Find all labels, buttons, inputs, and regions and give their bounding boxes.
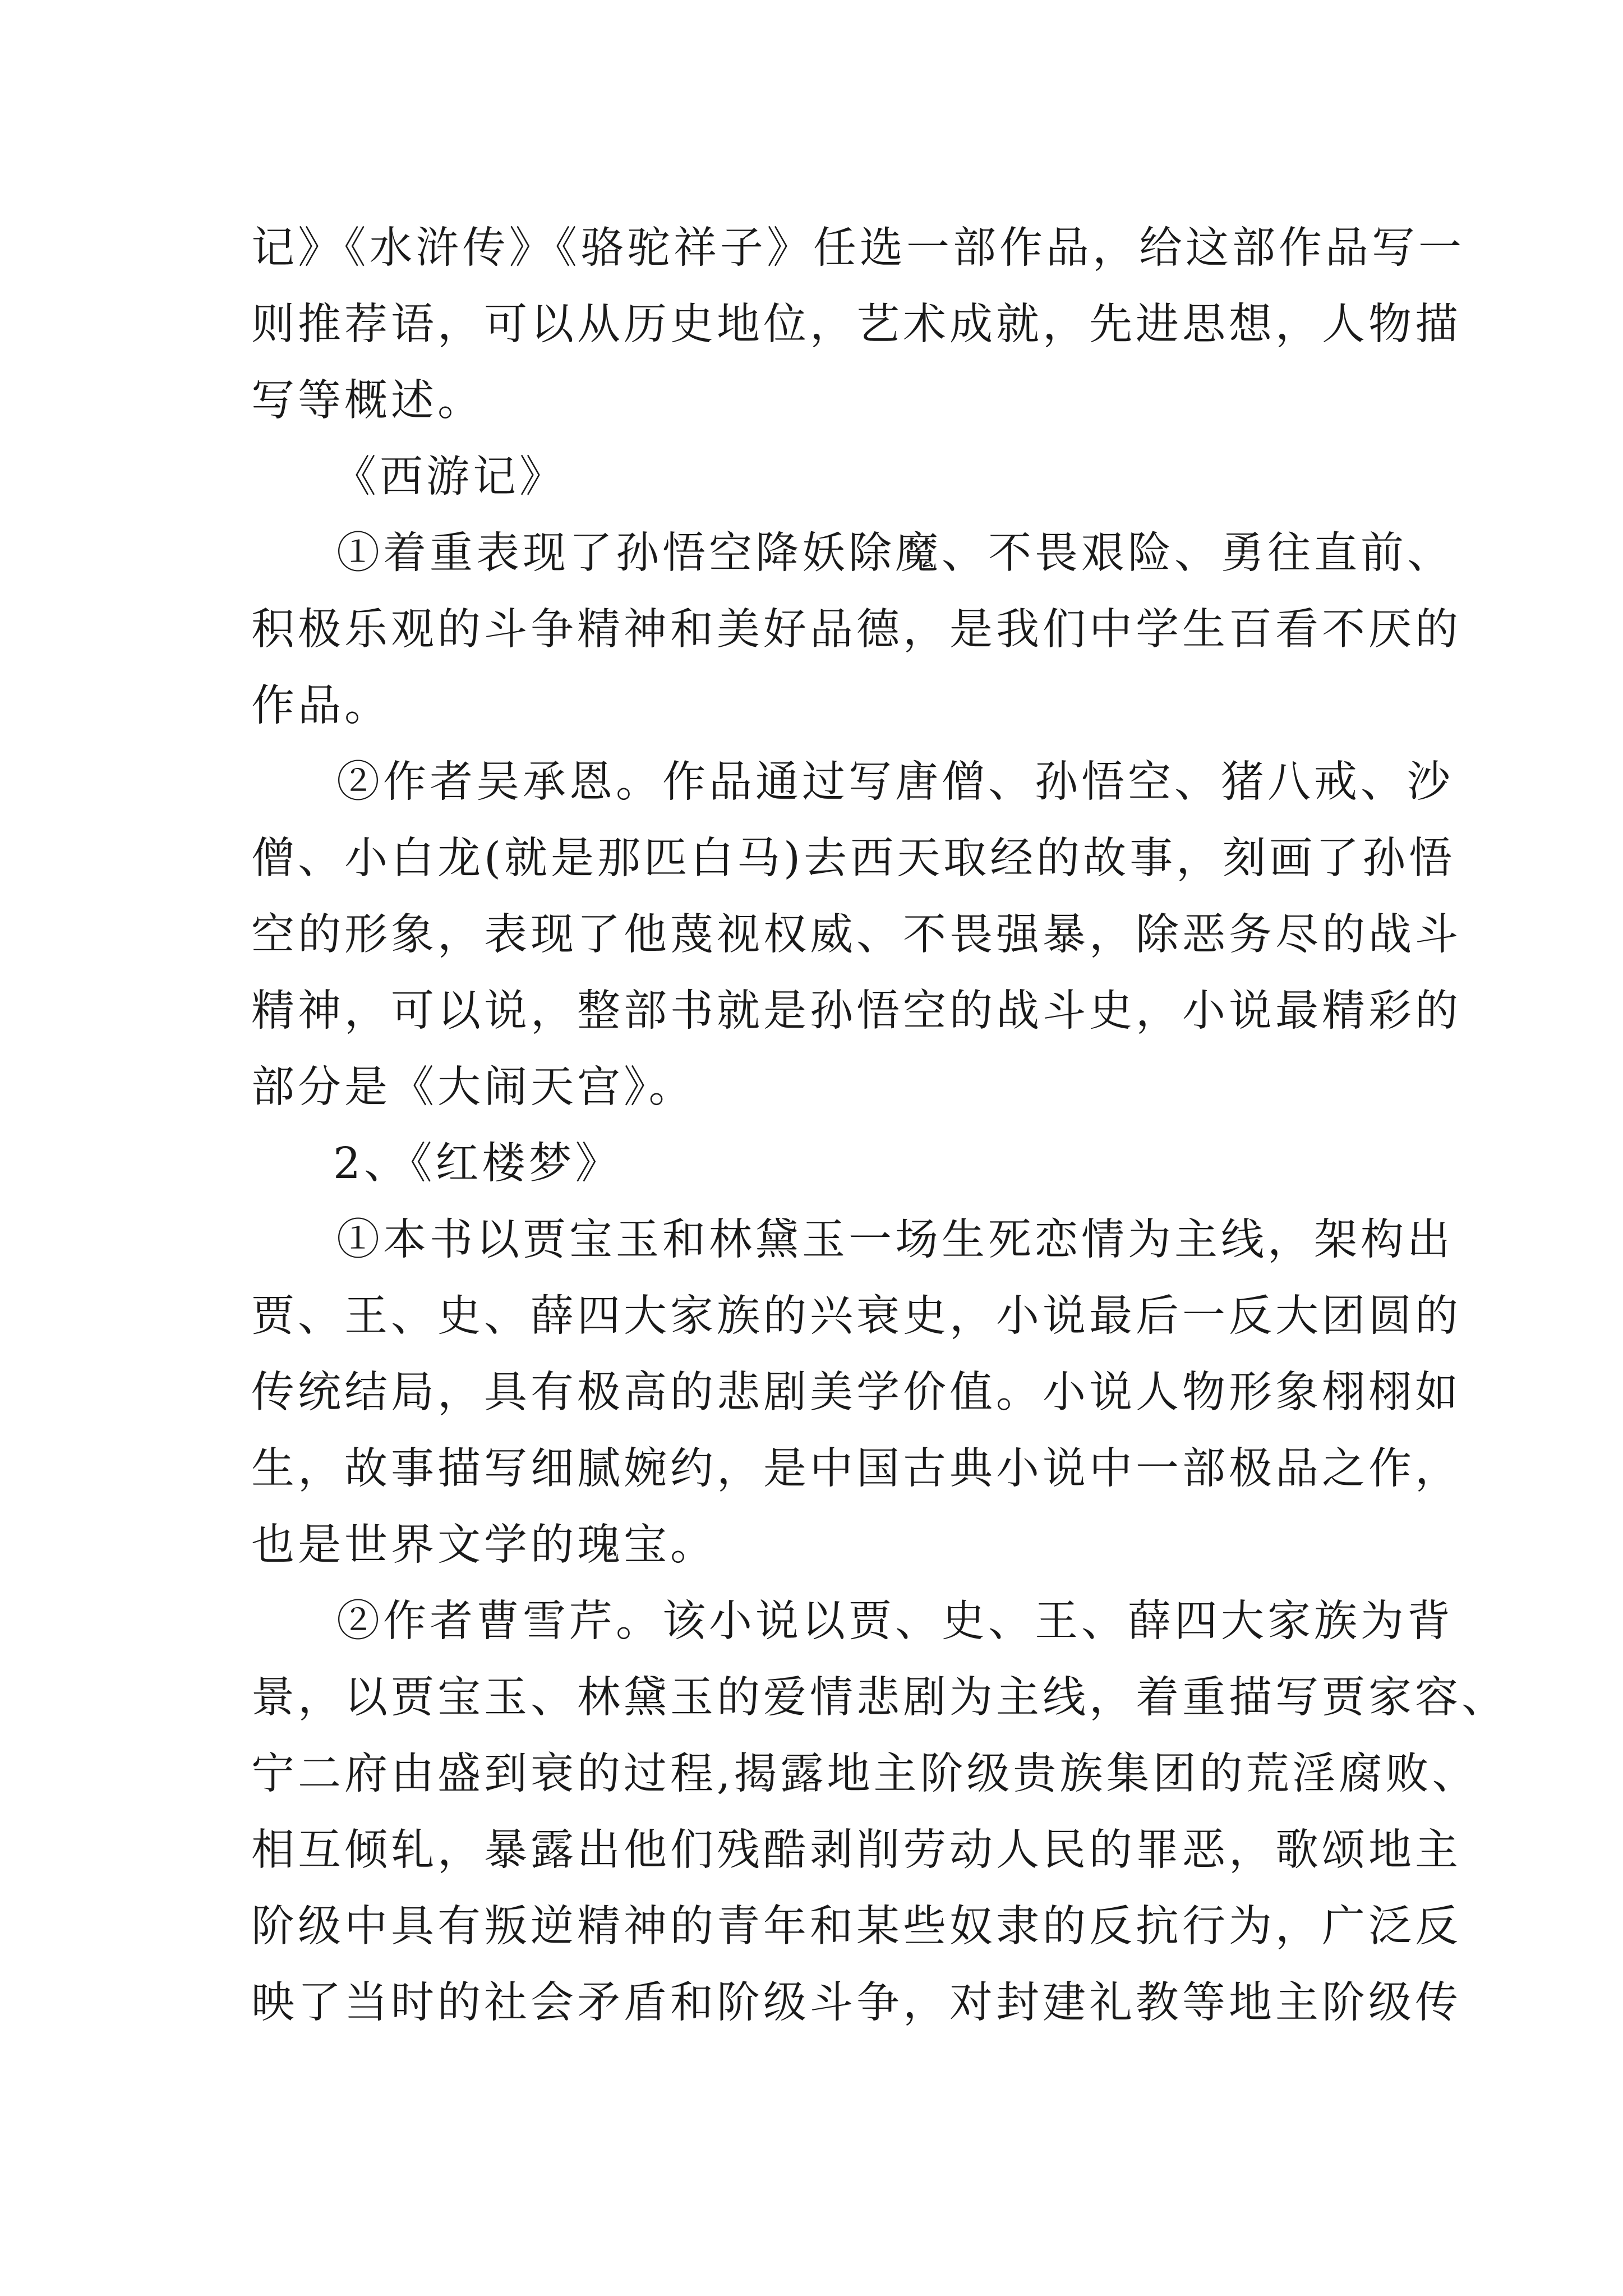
text-line: 景，以贾宝玉、林黛玉的爱情悲剧为主线，着重描写贾家容、 [251,1673,1508,1723]
text-line: 僧、小白龙(就是那匹白马)去西天取经的故事，刻画了孙悟 [251,834,1456,884]
document-body [251,210,1508,2041]
text-line: 贾、王、史、薛四大家族的兴衰史，小说最后一反大团圆的 [251,1291,1461,1341]
text-line: 传统结局，具有极高的悲剧美学价值。小说人物形象栩栩如 [251,1368,1461,1418]
text-line: 映了当时的社会矛盾和阶级斗争，对封建礼教等地主阶级传 [251,1978,1461,2028]
text-line: 作品。 [251,681,391,731]
book-title-xiyouji: 《西游记》 [333,452,566,502]
text-line: 积极乐观的斗争精神和美好品德，是我们中学生百看不厌的 [251,605,1461,655]
text-line: 记》《水浒传》《骆驼祥子》任选一部作品，给这部作品写一 [251,223,1465,273]
paragraph-start: ①着重表现了孙悟空降妖除魔、不畏艰险、勇往直前、 [336,528,1454,578]
text-line: 部分是《大闹天宫》。 [251,1062,695,1112]
text-line: 宁二府由盛到衰的过程,揭露地主阶级贵族集团的荒淫腐败、 [251,1749,1479,1799]
text-line: 精神，可以说，整部书就是孙悟空的战斗史，小说最精彩的 [251,986,1461,1036]
text-line: 相互倾轧，暴露出他们残酷剥削劳动人民的罪恶，歌颂地主 [251,1825,1461,1875]
paragraph-start: ②作者曹雪芹。该小说以贾、史、王、薛四大家族为背 [336,1596,1454,1646]
paragraph-start: ②作者吴承恩。作品通过写唐僧、孙悟空、猪八戒、沙 [336,757,1454,807]
book-title-hongloumeng: 2、《红楼梦》 [333,1139,622,1189]
text-line: 也是世界文学的瑰宝。 [251,1520,717,1570]
text-line: 写等概述。 [251,376,484,426]
text-line: 阶级中具有叛逆精神的青年和某些奴隶的反抗行为，广泛反 [251,1902,1461,1952]
text-line: 则推荐语，可以从历史地位，艺术成就，先进思想，人物描 [251,300,1461,349]
text-line: 空的形象，表现了他蔑视权威、不畏强暴，除恶务尽的战斗 [251,910,1461,960]
text-line: 生，故事描写细腻婉约，是中国古典小说中一部极品之作， [251,1444,1461,1494]
paragraph-start: ①本书以贾宝玉和林黛玉一场生死恋情为主线，架构出 [336,1215,1454,1265]
